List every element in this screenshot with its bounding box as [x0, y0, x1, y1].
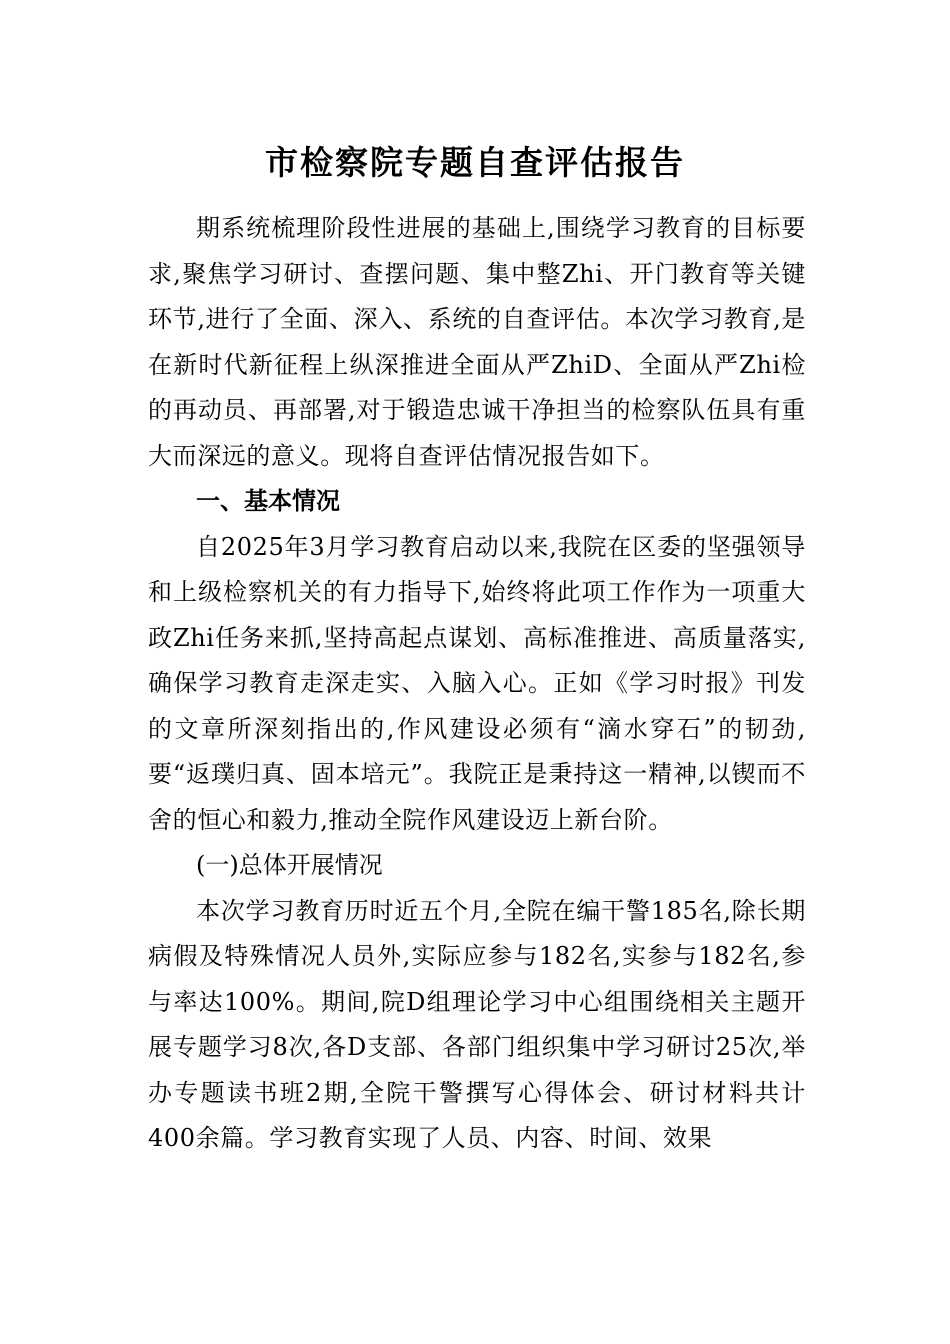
- section-heading-basic-situation: 一、基本情况: [196, 487, 340, 515]
- basic-situation-paragraph: 自2025年3月学习教育启动以来,我院在区委的坚强领导和上级检察机关的有力指导下,始终将此项工作作为一项重大政Zhi任务来抓,坚持高起点谋划、高标准推进、高质量落实,确保学习教育走深走实、入脑入心。正如《学习时报》刊发的文章所深刻指出的,作风建设必须有“滴水穿石”的韧劲,要“返璞归真、固本培元”。我院正是秉持这一精神,以锲而不舍的恒心和毅力,推动全院作风建设迈上新台阶。: [148, 532, 806, 834]
- document-title: 市检察院专题自查评估报告: [265, 143, 685, 183]
- intro-paragraph: 期系统梳理阶段性进展的基础上,围绕学习教育的目标要求,聚焦学习研讨、查摆问题、集中整Zhi、开门教育等关键环节,进行了全面、深入、系统的自查评估。本次学习教育,是在新时代新征程上纵深推进全面从严ZhiD、全面从严Zhi检的再动员、再部署,对于锻造忠诚干净担当的检察队伍具有重大而深远的意义。现将自查评估情况报告如下。: [148, 214, 806, 470]
- subsection-heading-overall: (一)总体开展情况: [196, 851, 383, 879]
- overall-paragraph: 本次学习教育历时近五个月,全院在编干警185名,除长期病假及特殊情况人员外,实际应参与182名,实参与182名,参与率达100%。期间,院D组理论学习中心组围绕相关主题开展专题学习8次,各D支部、各部门组织集中学习研讨25次,举办专题读书班2期,全院干警撰写心得体会、研讨材料共计400余篇。学习教育实现了人员、内容、时间、效果: [148, 896, 806, 1152]
- document-body: [148, 206, 806, 1162]
